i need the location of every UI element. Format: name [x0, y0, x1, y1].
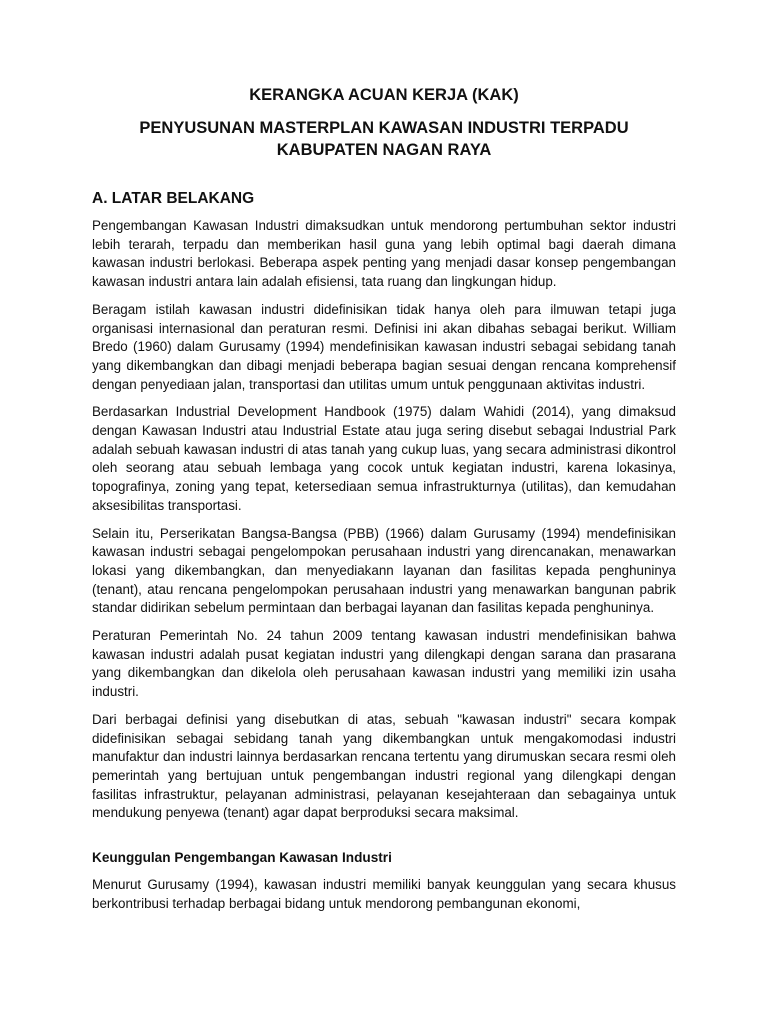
document-page — [92, 84, 676, 923]
sub-heading-keunggulan: Keunggulan Pengembangan Kawasan Industri — [92, 850, 392, 866]
section-heading-latar-belakang: A. LATAR BELAKANG — [92, 190, 255, 207]
paragraph: Peraturan Pemerintah No. 24 tahun 2009 tentang kawasan industri mendefinisikan bahwa kawasan industri adalah pusat kegiatan industri yang dilengkapi dengan sarana dan prasarana yang dikembangkan dan dikelola oleh perusahaan kawasan industri yang memiliki izin usaha industri. — [92, 628, 676, 700]
paragraph: Selain itu, Perserikatan Bangsa-Bangsa (PBB) (1966) dalam Gurusamy (1994) mendefinisikan kawasan industri sebagai pengelompokan perusahaan industri yang direncanakan, menawarkan lokasi yang dikembangkan, dan menyediakann layanan dan fasilitas kepada penghuninya (tenant), atau rencana pengelompokan perusahaan industri yang menawarkan bangunan pabrik standar didirikan sebelum permintaan dan berbagai layanan dan fasilitas kepada penghuninya. — [92, 525, 676, 616]
paragraph: Berdasarkan Industrial Development Handbook (1975) dalam Wahidi (2014), yang dimaksud dengan Kawasan Industri atau Industrial Estate atau juga sering disebut sebagai Industrial Park adalah sebuah kawasan industri di atas tanah yang cukup luas, yang secara administrasi dikontrol oleh seorang atau sebuah lembaga yang cocok untuk kegiatan industri, karena lokasinya, topografinya, zoning yang tepat, ketersediaan semua infrastrukturnya (utilitas), dan kemudahan aksesibilitas transportasi. — [92, 404, 676, 513]
paragraph-final: Menurut Gurusamy (1994), kawasan industri memiliki banyak keunggulan yang secara khusus berkontribusi terhadap berbagai bidang untuk mendorong pembangunan ekonomi, — [92, 877, 676, 911]
document-subtitle-line-2: KABUPATEN NAGAN RAYA — [276, 141, 492, 159]
paragraph: Dari berbagai definisi yang disebutkan di atas, sebuah "kawasan industri" secara kompak didefinisikan sebagai sebidang tanah yang dikembangkan untuk mengakomodasi industri manufaktur dan industri lainnya berdasarkan rencana tertentu yang dirumuskan secara resmi oleh pemerintah yang bertujuan untuk pengembangan industri regional yang dilengkapi dengan fasilitas infrastruktur, pelayanan administrasi, pelayanan kesejahteraan dan sebagainya untuk mendukung penyewa (tenant) agar dapat berproduksi secara maksimal. — [92, 711, 676, 821]
paragraph: Pengembangan Kawasan Industri dimaksudkan untuk mendorong pertumbuhan sektor industri lebih terarah, terpadu dan memberikan hasil guna yang lebih optimal bagi daerah dimana kawasan industri berlokasi. Beberapa aspek penting yang menjadi dasar konsep pengembangan kawasan industri antara lain adalah efisiensi, tata ruang dan lingkungan hidup. — [92, 218, 676, 290]
document-subtitle-line-1: PENYUSUNAN MASTERPLAN KAWASAN INDUSTRI TERPADU — [139, 119, 629, 137]
document-title: KERANGKA ACUAN KERJA (KAK) — [249, 86, 519, 104]
paragraph: Beragam istilah kawasan industri didefinisikan tidak hanya oleh para ilmuwan tetapi juga organisasi internasional dan peraturan resmi. Definisi ini akan dibahas sebagai berikut. William Bredo (1960) dalam Gurusamy (1994) mendefinisikan kawasan industri sebagai sebidang tanah yang dikembangkan dan dibagi menjadi beberapa bagian sesuai dengan rencana komprehensif dengan penyediaan jalan, transportasi dan utilitas umum untuk penggunaan aktivitas industri. — [92, 301, 676, 392]
